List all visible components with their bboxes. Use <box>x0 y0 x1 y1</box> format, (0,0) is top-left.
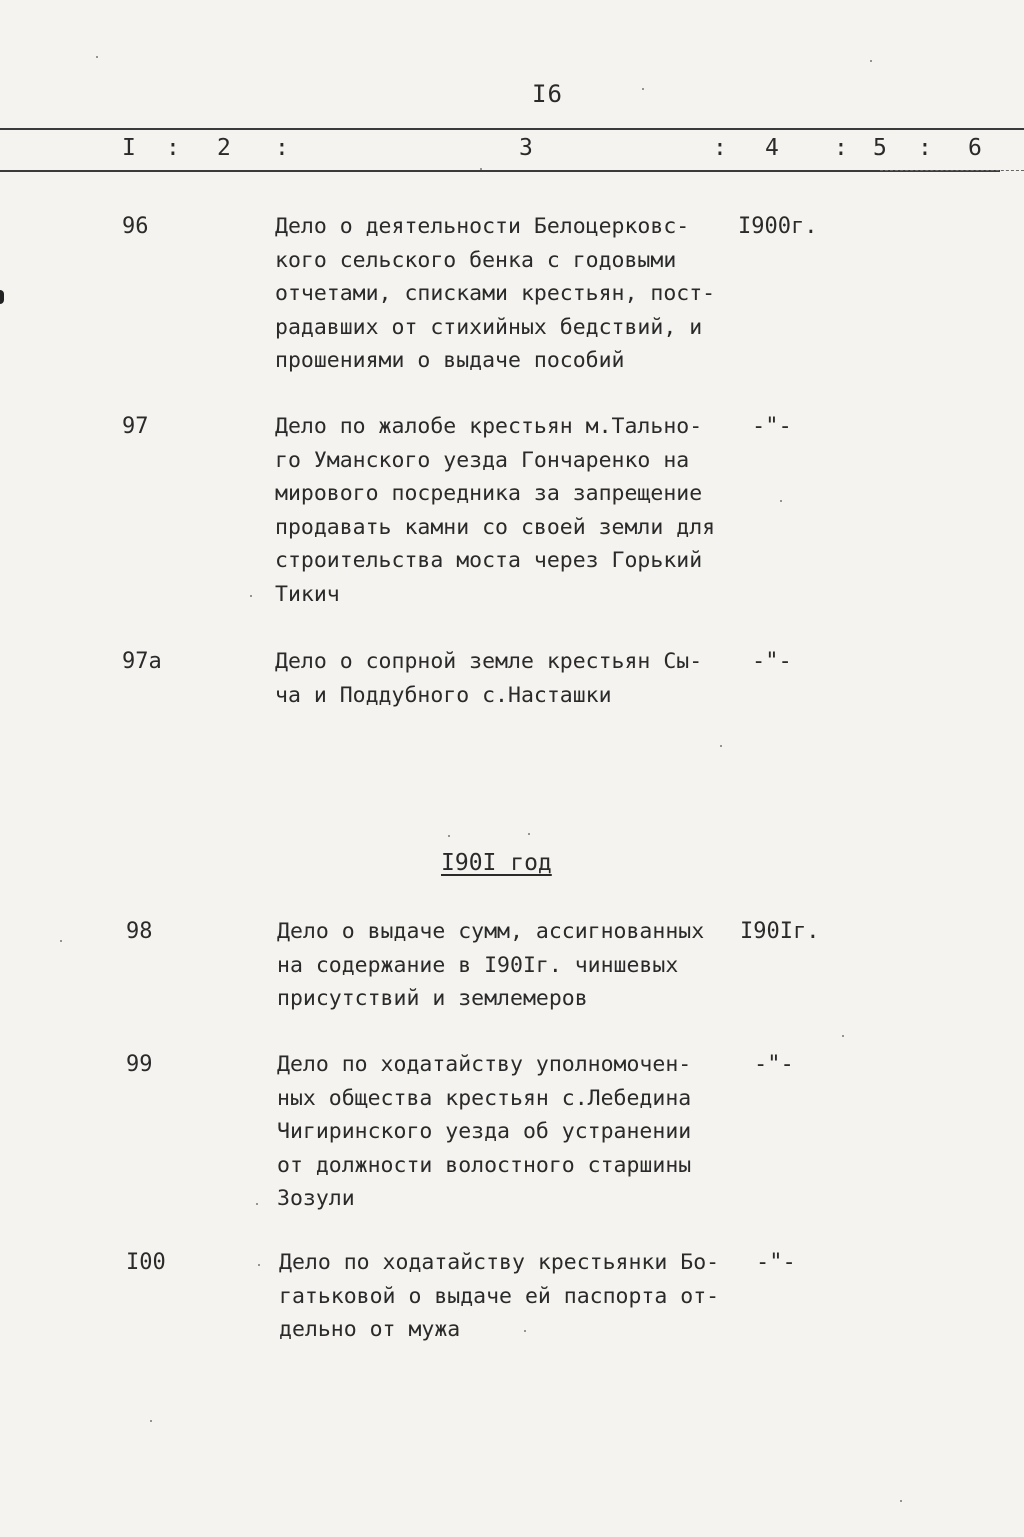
scan-edge-mark <box>0 290 4 304</box>
column-2-label: 2 <box>217 135 231 161</box>
scan-speck <box>780 500 782 502</box>
entry-description: Дело по жалобе крестьян м.Тально- го Уманского уезда Гончаренко на мирового посредника за запрещение продавать камни со своей земли для строительства моста через Горький Тикич <box>275 414 716 607</box>
entry-date: -"- <box>752 414 792 439</box>
entry-number: 96 <box>122 214 149 239</box>
entry-number: 99 <box>126 1052 153 1077</box>
column-3-label: 3 <box>519 135 533 161</box>
column-separator: : <box>834 135 848 161</box>
scan-speck <box>900 1500 902 1502</box>
entry-description: Дело по ходатайству крестьянки Бо- гатьковой о выдаче ей паспорта от- дельно от мужа <box>279 1250 720 1342</box>
entry-date: I900г. <box>738 214 818 239</box>
entry-number: 98 <box>126 919 153 944</box>
column-4-label: 4 <box>765 135 779 161</box>
entry-date: -"- <box>756 1250 796 1275</box>
section-heading: I90I год <box>441 850 552 876</box>
column-separator: : <box>166 135 180 161</box>
page-number: I6 <box>532 80 563 108</box>
entry-date: -"- <box>752 649 792 674</box>
scan-speck <box>150 1420 152 1422</box>
entry-description: Дело о сопрной земле крестьян Сы- ча и Поддубного с.Насташки <box>275 649 703 708</box>
column-1-label: I <box>122 135 136 161</box>
column-separator: : <box>713 135 727 161</box>
entry-description: Дело о выдаче сумм, ассигнованных на содержание в I90Iг. чиншевых присутствий и землемеров <box>277 919 705 1011</box>
scan-speck <box>720 745 722 747</box>
entry-number: 97 <box>122 414 149 439</box>
scan-speck <box>528 833 530 835</box>
scan-speck <box>256 1203 258 1205</box>
entry-date: -"- <box>754 1052 794 1077</box>
column-separator: : <box>918 135 932 161</box>
scan-speck <box>842 1035 844 1037</box>
entry-date: I90Iг. <box>740 919 820 944</box>
entry-description: Дело о деятельности Белоцерковс- кого сельского бенка с годовыми отчетами, списками крестьян, пост- радавших от стихийных бедствий, и прошениями о выдаче пособий <box>275 214 716 373</box>
scan-speck <box>448 835 450 837</box>
entry-number: I00 <box>126 1250 166 1275</box>
scan-speck <box>60 940 62 942</box>
entry-number: 97а <box>122 649 162 674</box>
header-rule-dashed-tail <box>880 170 1024 171</box>
column-5-label: 5 <box>873 135 887 161</box>
column-6-label: 6 <box>968 135 982 161</box>
header-bottom-rule <box>0 170 1000 172</box>
entry-description: Дело по ходатайству уполномочен- ных общества крестьян с.Лебедина Чигиринского уезда об устранении от должности волостного старшины Зозули <box>277 1052 692 1211</box>
scan-speck <box>96 56 98 58</box>
scan-speck <box>524 1330 526 1332</box>
scan-speck <box>642 88 644 90</box>
scan-speck <box>258 1264 260 1266</box>
header-top-rule <box>0 128 1024 130</box>
scan-speck <box>480 168 482 170</box>
scan-speck <box>870 60 872 62</box>
scan-speck <box>250 595 252 597</box>
column-separator: : <box>275 135 289 161</box>
